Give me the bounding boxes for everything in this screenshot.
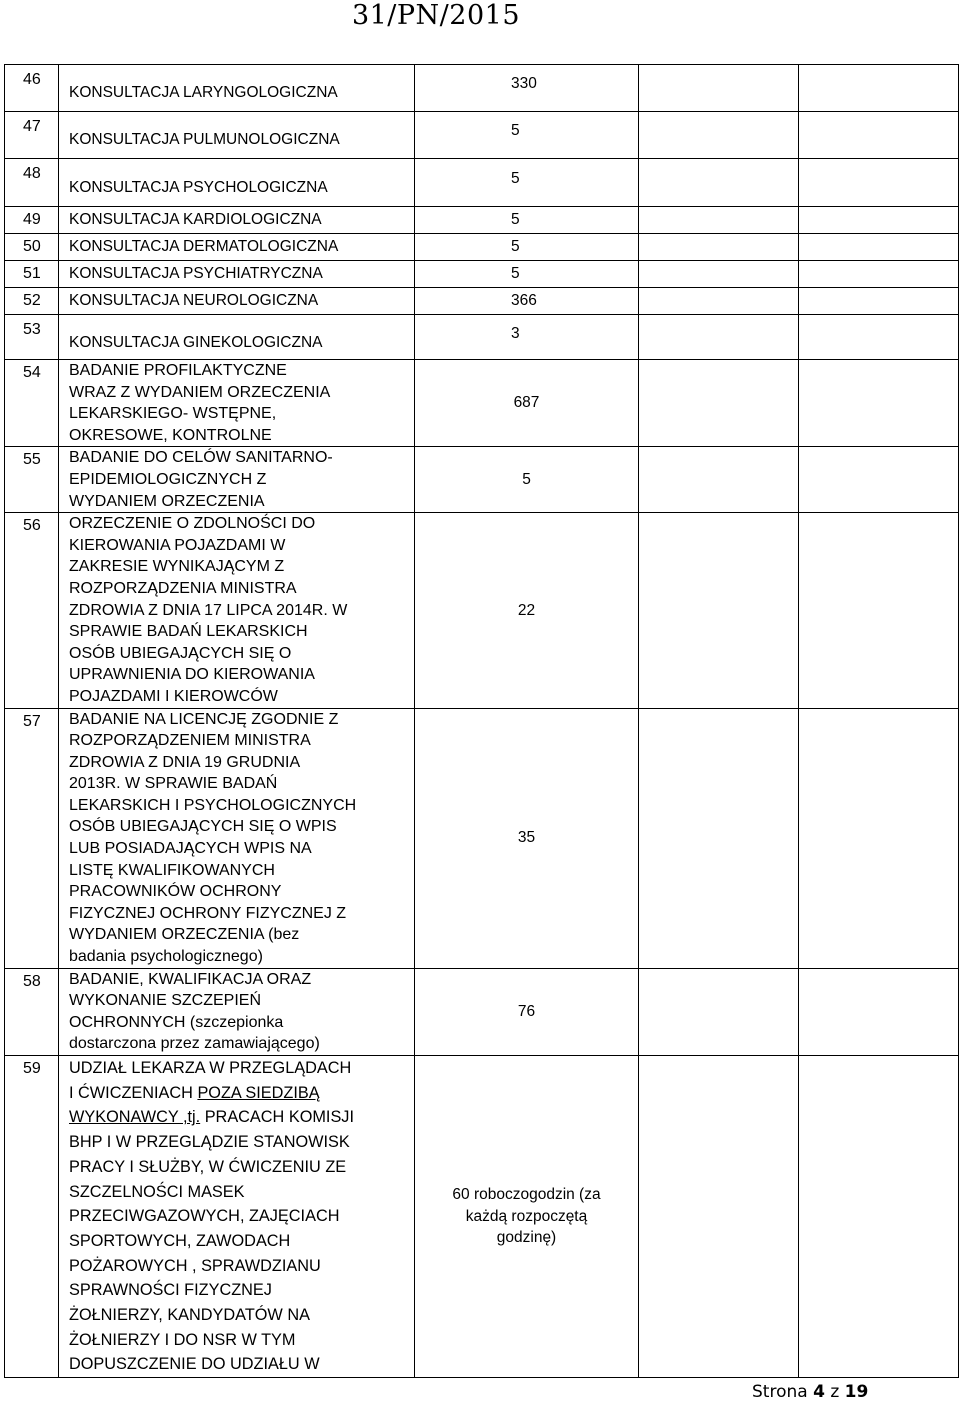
empty-cell <box>639 968 799 1055</box>
empty-cell <box>799 447 959 513</box>
empty-cell <box>639 159 799 207</box>
row-number: 55 <box>5 447 59 513</box>
table-row <box>5 234 959 261</box>
page-footer <box>752 1382 868 1402</box>
page-total: 19 <box>844 1382 869 1402</box>
empty-cell <box>639 261 799 288</box>
empty-cell <box>639 1056 799 1378</box>
table-row <box>5 261 959 288</box>
empty-cell <box>799 234 959 261</box>
empty-cell <box>639 447 799 513</box>
service-quantity: 5 <box>415 234 639 261</box>
empty-cell <box>799 112 959 159</box>
empty-cell <box>799 513 959 708</box>
underlined-text: WYKONAWCY ,tj. <box>69 1108 201 1127</box>
service-name: KONSULTACJA PULMUNOLOGICZNA <box>59 112 415 159</box>
service-quantity: 76 <box>415 968 639 1055</box>
table-row <box>5 968 959 1055</box>
service-name: KONSULTACJA NEUROLOGICZNA <box>59 288 415 315</box>
service-name: BADANIE DO CELÓW SANITARNO- EPIDEMIOLOGICZNYCH Z WYDANIEM ORZECZENIA <box>59 447 415 513</box>
service-quantity: 5 <box>415 159 639 207</box>
service-name-part: PRACACH KOMISJI BHP I W PRZEGLĄDZIE STANOWISK PRACY I SŁUŻBY, W ĆWICZENIU ZE SZCZELNOŚCI MASEK PRZECIWGAZOWYCH, ZAJĘCIACH SPORTOWYCH, ZAWODACH POŻAROWYCH , SPRAWDZIANU SPRAWNOŚCI FIZYCZNEJ ŻOŁNIERZY, KANDYDATÓW NA ŻOŁNIERZY I DO NSR W TYM DOPUSZCZENIE DO UDZIAŁU W <box>69 1108 354 1374</box>
empty-cell <box>799 968 959 1055</box>
empty-cell <box>639 288 799 315</box>
document-number: 31/PN/2015 <box>351 0 520 31</box>
empty-cell <box>799 207 959 234</box>
service-name: KONSULTACJA DERMATOLOGICZNA <box>59 234 415 261</box>
service-name: BADANIE, KWALIFIKACJA ORAZ WYKONANIE SZCZEPIEŃ OCHRONNYCH (szczepionka dostarczona przez zamawiającego) <box>59 968 415 1055</box>
empty-cell <box>639 207 799 234</box>
row-number: 50 <box>5 234 59 261</box>
row-number: 53 <box>5 315 59 360</box>
service-name: KONSULTACJA PSYCHOLOGICZNA <box>59 159 415 207</box>
service-quantity: 5 <box>415 261 639 288</box>
row-number: 56 <box>5 513 59 708</box>
row-number: 54 <box>5 360 59 447</box>
row-number: 47 <box>5 112 59 159</box>
table-row <box>5 65 959 112</box>
row-number: 59 <box>5 1056 59 1378</box>
service-name-part: UDZIAŁ LEKARZA W PRZEGLĄDACH I ĆWICZENIACH <box>69 1059 352 1102</box>
service-quantity: 35 <box>415 708 639 968</box>
empty-cell <box>799 315 959 360</box>
row-number: 57 <box>5 708 59 968</box>
table-row <box>5 447 959 513</box>
empty-cell <box>639 513 799 708</box>
table-row <box>5 112 959 159</box>
service-quantity: 60 roboczogodzin (za każdą rozpoczętą godzinę) <box>415 1056 639 1378</box>
table-row <box>5 513 959 708</box>
empty-cell <box>639 708 799 968</box>
table-row <box>5 1056 959 1378</box>
service-name: ORZECZENIE O ZDOLNOŚCI DO KIEROWANIA POJAZDAMI W ZAKRESIE WYNIKAJĄCYM Z ROZPORZĄDZENIA MINISTRA ZDROWIA Z DNIA 17 LIPCA 2014R. W SPRAWIE BADAŃ LEKARSKICH OSÓB UBIEGAJĄCYCH SIĘ O UPRAWNIENIA DO KIEROWANIA POJAZDAMI I KIEROWCÓW <box>59 513 415 708</box>
empty-cell <box>639 360 799 447</box>
table-row <box>5 360 959 447</box>
service-name: KONSULTACJA LARYNGOLOGICZNA <box>59 65 415 112</box>
row-number: 48 <box>5 159 59 207</box>
service-name: KONSULTACJA KARDIOLOGICZNA <box>59 207 415 234</box>
empty-cell <box>639 234 799 261</box>
service-name: KONSULTACJA GINEKOLOGICZNA <box>59 315 415 360</box>
service-quantity: 22 <box>415 513 639 708</box>
empty-cell <box>639 112 799 159</box>
service-quantity: 366 <box>415 288 639 315</box>
service-quantity: 5 <box>415 112 639 159</box>
table-row <box>5 288 959 315</box>
underlined-text: POZA SIEDZIBĄ <box>197 1083 320 1102</box>
page-number: 4 <box>813 1382 825 1402</box>
empty-cell <box>799 65 959 112</box>
row-number: 52 <box>5 288 59 315</box>
service-quantity: 687 <box>415 360 639 447</box>
service-quantity: 330 <box>415 65 639 112</box>
footer-of: z <box>824 1382 845 1402</box>
empty-cell <box>799 261 959 288</box>
table-row <box>5 708 959 968</box>
service-name: BADANIE PROFILAKTYCZNE WRAZ Z WYDANIEM ORZECZENIA LEKARSKIEGO- WSTĘPNE, OKRESOWE, KONTROLNE <box>59 360 415 447</box>
empty-cell <box>799 288 959 315</box>
empty-cell <box>799 708 959 968</box>
table-row <box>5 207 959 234</box>
row-number: 58 <box>5 968 59 1055</box>
table-row <box>5 315 959 360</box>
service-quantity: 3 <box>415 315 639 360</box>
table-row <box>5 159 959 207</box>
service-quantity: 5 <box>415 207 639 234</box>
footer-label: Strona <box>752 1382 814 1402</box>
empty-cell <box>799 1056 959 1378</box>
service-name <box>59 1056 415 1378</box>
empty-cell <box>799 159 959 207</box>
empty-cell <box>639 315 799 360</box>
service-name: KONSULTACJA PSYCHIATRYCZNA <box>59 261 415 288</box>
services-table <box>4 64 959 1378</box>
empty-cell <box>639 65 799 112</box>
row-number: 51 <box>5 261 59 288</box>
service-quantity: 5 <box>415 447 639 513</box>
row-number: 49 <box>5 207 59 234</box>
empty-cell <box>799 360 959 447</box>
row-number: 46 <box>5 65 59 112</box>
service-name: BADANIE NA LICENCJĘ ZGODNIE Z ROZPORZĄDZENIEM MINISTRA ZDROWIA Z DNIA 19 GRUDNIA 2013R. W SPRAWIE BADAŃ LEKARSKICH I PSYCHOLOGICZNYCH OSÓB UBIEGAJĄCYCH SIĘ O WPIS LUB POSIADAJĄCYCH WPIS NA LISTĘ KWALIFIKOWANYCH PRACOWNIKÓW OCHRONY FIZYCZNEJ OCHRONY FIZYCZNEJ Z WYDANIEM ORZECZENIA (bez badania psychologicznego) <box>59 708 415 968</box>
